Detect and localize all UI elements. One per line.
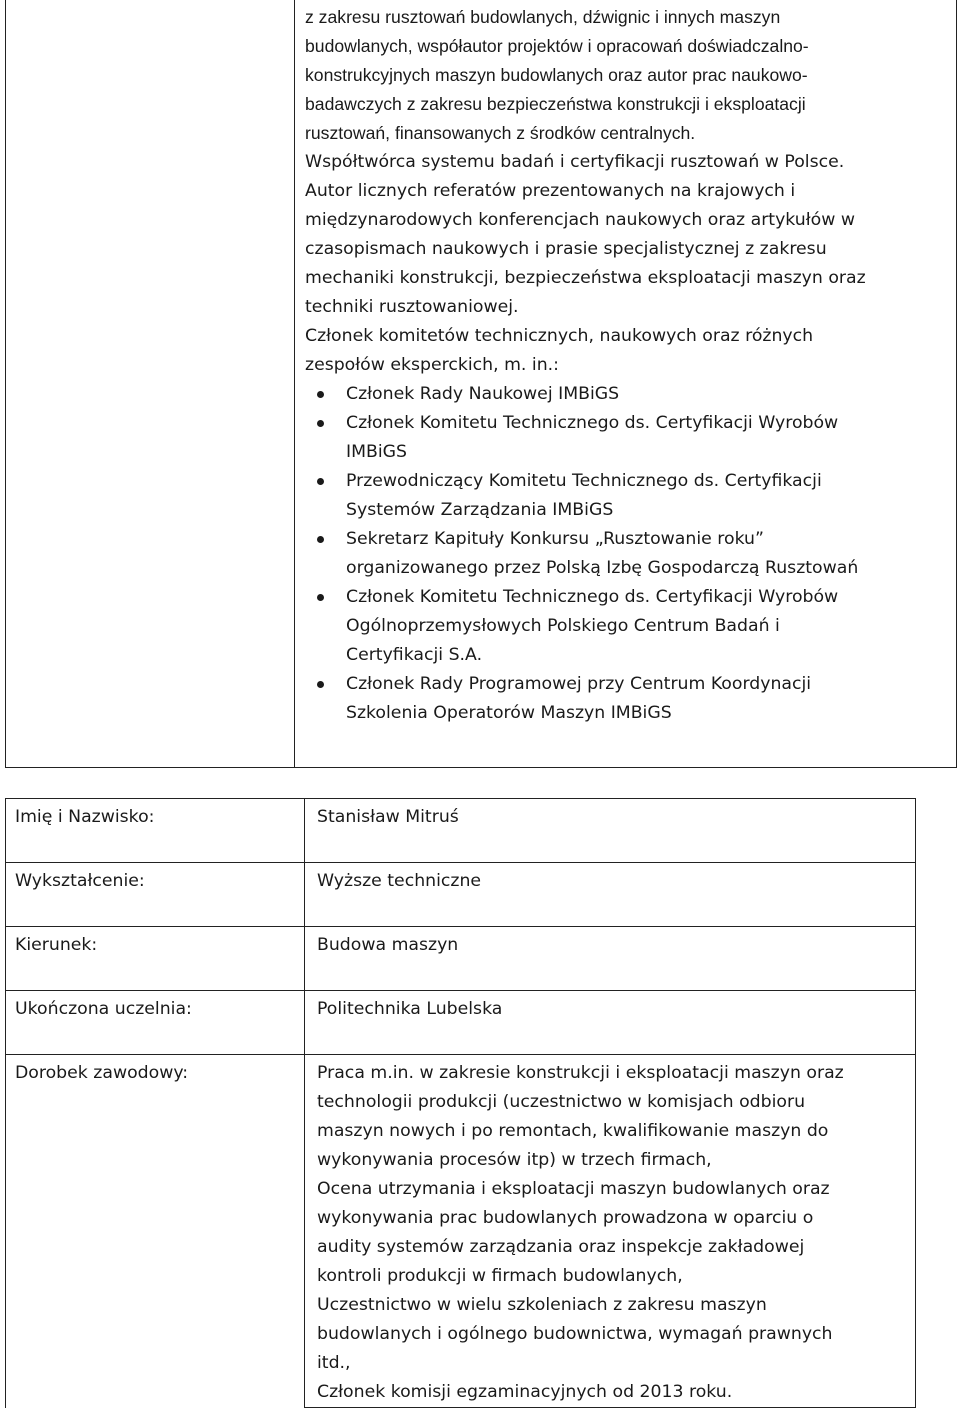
education-label: Wykształcenie: xyxy=(6,863,305,927)
text-line: rusztowań, finansowanych z środków centralnych. xyxy=(305,123,696,143)
value-line: budowlanych i ogólnego budownictwa, wymagań prawnych xyxy=(317,1324,833,1344)
table-row xyxy=(6,927,916,991)
table-row xyxy=(6,1055,916,1408)
value-line: itd., xyxy=(317,1353,351,1373)
list-item xyxy=(305,525,952,583)
text-line: badawczych z zakresu bezpieczeństwa konstrukcji i eksploatacji xyxy=(305,94,806,114)
field-of-study-value xyxy=(305,927,916,991)
list-item xyxy=(305,670,952,728)
value-line: Budowa maszyn xyxy=(317,935,459,955)
text-line: Współtwórca systemu badań i certyfikacji rusztowań w Polsce. xyxy=(305,152,845,172)
list-item-line: Członek Komitetu Technicznego ds. Certyfikacji Wyrobów xyxy=(346,587,839,607)
text-line: konstrukcyjnych maszyn budowlanych oraz autor prac naukowo- xyxy=(305,65,808,85)
list-item xyxy=(305,380,952,409)
experience-paragraph-a xyxy=(305,3,952,148)
list-item-line: Ogólnoprzemysłowych Polskiego Centrum Badań i xyxy=(346,616,780,636)
text-line: mechaniki konstrukcji, bezpieczeństwa eksploatacji maszyn oraz xyxy=(305,268,866,288)
value-line: wykonywania procesów itp) w trzech firmach, xyxy=(317,1150,712,1170)
list-item-line: Członek Rady Naukowej IMBiGS xyxy=(346,384,620,404)
list-item xyxy=(305,583,952,670)
university-label: Ukończona uczelnia: xyxy=(6,991,305,1055)
experience-label: Dorobek zawodowy: xyxy=(6,1055,305,1408)
continuation-table xyxy=(5,0,957,768)
experience-cell xyxy=(295,0,957,768)
table-row xyxy=(6,863,916,927)
value-line: Stanisław Mitruś xyxy=(317,807,459,827)
value-line: Politechnika Lubelska xyxy=(317,999,503,1019)
text-line: budowlanych, współautor projektów i opracowań doświadczalno- xyxy=(305,36,809,56)
experience-value xyxy=(305,1055,916,1408)
table-row xyxy=(6,991,916,1055)
value-line: Członek komisji egzaminacyjnych od 2013 roku. xyxy=(317,1382,733,1402)
list-item-line: Członek Rady Programowej przy Centrum Koordynacji xyxy=(346,674,812,694)
membership-list xyxy=(305,380,952,728)
list-item xyxy=(305,467,952,525)
experience-paragraph-b xyxy=(305,148,952,380)
name-label: Imię i Nazwisko: xyxy=(6,799,305,863)
value-line: Uczestnictwo w wielu szkoleniach z zakresu maszyn xyxy=(317,1295,767,1315)
value-line: wykonywania prac budowlanych prowadzona w oparciu o xyxy=(317,1208,814,1228)
list-item-line: Przewodniczący Komitetu Technicznego ds. Certyfikacji xyxy=(346,471,822,491)
text-line: zespołów eksperckich, m. in.: xyxy=(305,355,559,375)
field-of-study-label: Kierunek: xyxy=(6,927,305,991)
text-line: z zakresu rusztowań budowlanych, dźwignic i innych maszyn xyxy=(305,7,781,27)
value-line: maszyn nowych i po remontach, kwalifikowanie maszyn do xyxy=(317,1121,829,1141)
value-line: Ocena utrzymania i eksploatacji maszyn budowlanych oraz xyxy=(317,1179,830,1199)
value-line: Praca m.in. w zakresie konstrukcji i eksploatacji maszyn oraz xyxy=(317,1063,844,1083)
text-line: Członek komitetów technicznych, naukowych oraz różnych xyxy=(305,326,814,346)
list-item-line: Szkolenia Operatorów Maszyn IMBiGS xyxy=(346,703,672,723)
table-row xyxy=(6,799,916,863)
profile-table xyxy=(5,798,916,1408)
list-item-line: Sekretarz Kapituły Konkursu „Rusztowanie roku” xyxy=(346,529,764,549)
name-value xyxy=(305,799,916,863)
education-value xyxy=(305,863,916,927)
text-line: czasopismach naukowych i prasie specjalistycznej z zakresu xyxy=(305,239,827,259)
value-line: kontroli produkcji w firmach budowlanych, xyxy=(317,1266,683,1286)
value-line: audity systemów zarządzania oraz inspekcje zakładowej xyxy=(317,1237,805,1257)
value-line: technologii produkcji (uczestnictwo w komisjach odbioru xyxy=(317,1092,806,1112)
value-line: Wyższe techniczne xyxy=(317,871,482,891)
list-item-line: Certyfikacji S.A. xyxy=(346,645,483,665)
text-line: Autor licznych referatów prezentowanych na krajowych i xyxy=(305,181,796,201)
text-line: międzynarodowych konferencjach naukowych oraz artykułów w xyxy=(305,210,855,230)
list-item xyxy=(305,409,952,467)
list-item-line: organizowanego przez Polską Izbę Gospodarczą Rusztowań xyxy=(346,558,859,578)
university-value xyxy=(305,991,916,1055)
empty-label-cell xyxy=(6,0,295,768)
list-item-line: Systemów Zarządzania IMBiGS xyxy=(346,500,614,520)
list-item-line: IMBiGS xyxy=(346,442,408,462)
text-line: techniki rusztowaniowej. xyxy=(305,297,519,317)
list-item-line: Członek Komitetu Technicznego ds. Certyfikacji Wyrobów xyxy=(346,413,839,433)
